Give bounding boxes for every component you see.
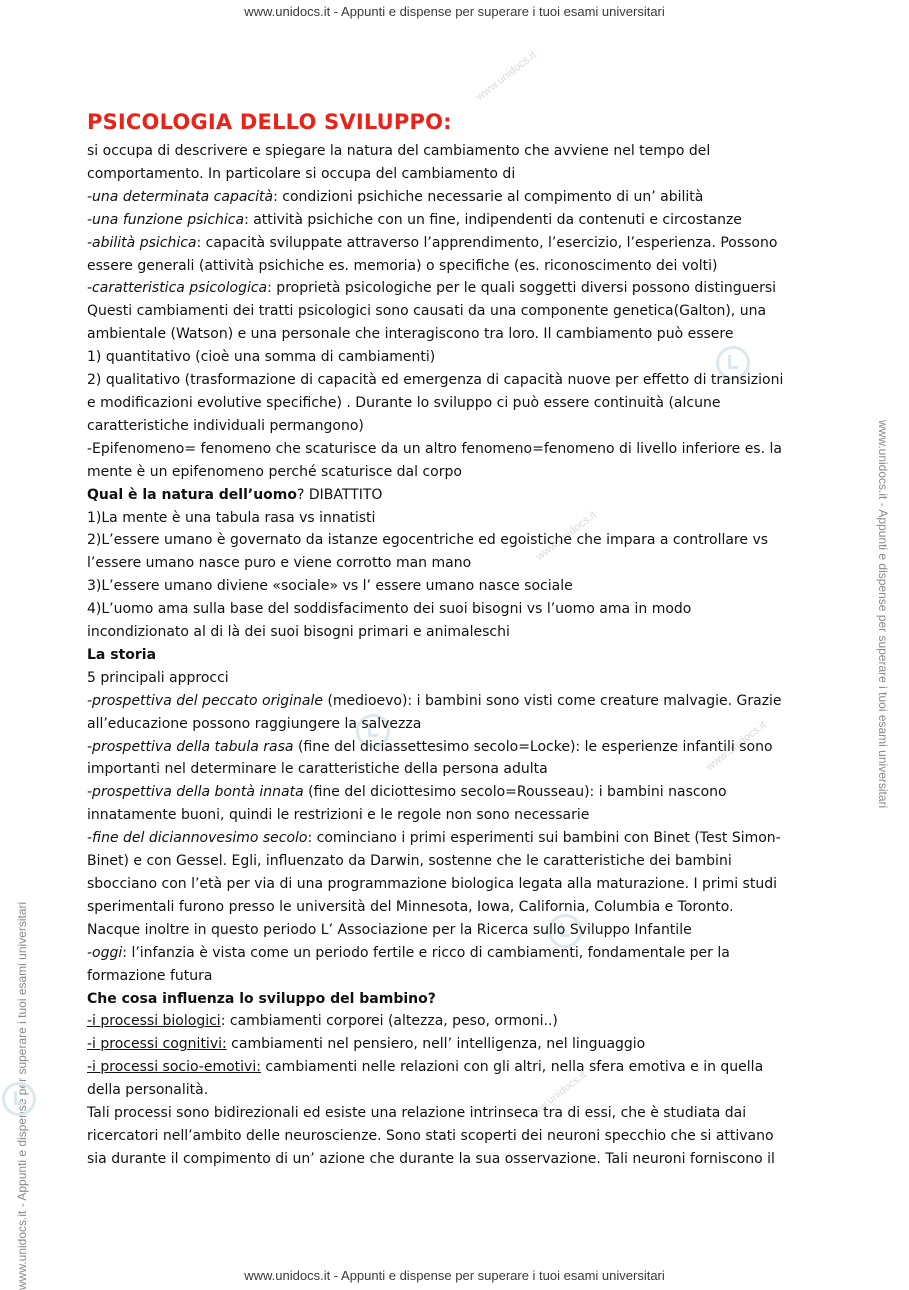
text-span: 4)L’uomo ama sulla base del soddisfacimento dei suoi bisogni vs l’uomo ama in modo bbox=[87, 601, 692, 618]
text-span: formazione futura bbox=[87, 967, 213, 984]
page-title: PSICOLOGIA DELLO SVILUPPO: bbox=[87, 110, 452, 134]
text-span: Binet) e con Gessel. Egli, influenzato da Darwin, sostenne che le caratteristiche dei bambini bbox=[87, 853, 732, 870]
text-span: (fine del diciottesimo secolo=Rousseau): i bambini nascono bbox=[303, 784, 727, 801]
text-span: : capacità sviluppate attraverso l’apprendimento, l’esercizio, l’esperienza. Possono bbox=[196, 234, 778, 251]
text-span: Nacque inoltre in questo periodo L’ Associazione per la Ricerca sullo Sviluppo Infantile bbox=[87, 921, 692, 938]
text-line bbox=[87, 484, 822, 507]
italic-term: -oggi bbox=[87, 944, 123, 961]
italic-term: -una funzione psichica bbox=[87, 211, 245, 228]
italic-term: -abilità psichica bbox=[87, 234, 197, 251]
faint-watermark: www.unidocs.it bbox=[704, 718, 769, 774]
text-span: mente è un epifenomeno perché scaturisce dal corpo bbox=[87, 463, 462, 480]
text-span: sia durante il compimento di un’ azione che durante la sua osservazione. Tali neuroni forniscono il bbox=[87, 1150, 775, 1167]
text-line bbox=[87, 988, 822, 1011]
text-span: ricercatori nell’ambito delle neuroscienze. Sono stati scoperti dei neuroni specchio che si attivano bbox=[87, 1127, 774, 1144]
text-span: cambiamenti nel pensiero, nell’ intelligenza, nel linguaggio bbox=[226, 1036, 646, 1053]
text-line bbox=[87, 850, 822, 873]
text-span: 3)L’essere umano diviene «sociale» vs l’ essere umano nasce sociale bbox=[87, 578, 573, 595]
text-line bbox=[87, 209, 822, 232]
document-body bbox=[87, 108, 822, 1171]
text-line bbox=[87, 598, 822, 621]
text-line bbox=[87, 369, 822, 392]
italic-term: -una determinata capacità bbox=[87, 188, 274, 205]
unidocs-logo-icon bbox=[2, 1082, 36, 1116]
faint-watermark: www.unidocs.it bbox=[524, 1068, 589, 1124]
text-span: (fine del diciassettesimo secolo=Locke): le esperienze infantili sono bbox=[293, 738, 773, 755]
text-span: Tali processi sono bidirezionali ed esiste una relazione intrinseca tra di essi, che è studiata dai bbox=[87, 1105, 747, 1122]
text-line bbox=[87, 507, 822, 530]
text-span: si occupa di descrivere e spiegare la natura del cambiamento che avviene nel tempo del bbox=[87, 143, 711, 159]
text-span: Questi cambiamenti dei tratti psicologici sono causati da una componente genetica(Galton), una bbox=[87, 303, 767, 320]
text-span: 2) qualitativo (trasformazione di capacità ed emergenza di capacità nuove per effetto di transizioni bbox=[87, 372, 784, 389]
text-line bbox=[87, 873, 822, 896]
italic-term: -prospettiva della bontà innata bbox=[87, 784, 304, 801]
document-text bbox=[87, 140, 822, 1171]
text-line bbox=[87, 1033, 822, 1056]
text-span: comportamento. In particolare si occupa del cambiamento di bbox=[87, 165, 516, 182]
bold-text: Qual è la natura dell’uomo bbox=[87, 486, 297, 503]
text-span: e modificazioni evolutive specifiche) . Durante lo sviluppo ci può essere continuità (alcune bbox=[87, 394, 721, 411]
text-line bbox=[87, 1148, 822, 1171]
text-line bbox=[87, 804, 822, 827]
text-line bbox=[87, 392, 822, 415]
underlined-term: -i processi biologici bbox=[87, 1013, 221, 1030]
text-line bbox=[87, 438, 822, 461]
text-span: l’essere umano nasce puro e viene corrotto man mano bbox=[87, 555, 472, 572]
italic-term: -prospettiva della tabula rasa bbox=[87, 738, 294, 755]
text-span: della personalità. bbox=[87, 1082, 209, 1099]
faint-watermark: www.unidocs.it bbox=[534, 508, 599, 564]
text-line bbox=[87, 942, 822, 965]
text-span: sperimentali furono presso le università del Minnesota, Iowa, California, Columbia e Toronto. bbox=[87, 898, 734, 915]
watermark-right: www.unidocs.it - Appunti e dispense per superare i tuoi esami universitari bbox=[876, 420, 890, 809]
text-span: : condizioni psichiche necessarie al compimento di un’ abilità bbox=[273, 188, 704, 205]
text-span: incondizionato al di là dei suoi bisogni primari e animaleschi bbox=[87, 624, 510, 641]
text-span: : cominciano i primi esperimenti sui bambini con Binet (Test Simon- bbox=[307, 830, 781, 847]
text-line bbox=[87, 232, 822, 255]
text-span: innatamente buoni, quindi le restrizioni e le regole non sono necessarie bbox=[87, 807, 590, 824]
text-line bbox=[87, 140, 822, 163]
text-line bbox=[87, 667, 822, 690]
text-span: essere generali (attività psichiche es. memoria) o specifiche (es. riconoscimento dei volti) bbox=[87, 257, 718, 274]
text-span: 5 principali approcci bbox=[87, 669, 229, 686]
underlined-term: -i processi socio-emotivi: bbox=[87, 1059, 261, 1076]
text-line bbox=[87, 461, 822, 484]
text-line bbox=[87, 529, 822, 552]
text-line bbox=[87, 415, 822, 438]
text-span: 1)La mente è una tabula rasa vs innatisti bbox=[87, 509, 376, 526]
text-line bbox=[87, 300, 822, 323]
text-line bbox=[87, 323, 822, 346]
text-line bbox=[87, 1102, 822, 1125]
text-span: 1) quantitativo (cioè una somma di cambiamenti) bbox=[87, 349, 436, 366]
text-span: ambientale (Watson) e una personale che interagiscono tra loro. Il cambiamento può essere bbox=[87, 326, 734, 343]
text-line bbox=[87, 827, 822, 850]
text-line bbox=[87, 896, 822, 919]
bold-text: La storia bbox=[87, 646, 157, 663]
text-span: all’educazione possono raggiungere la salvezza bbox=[87, 715, 422, 732]
text-line bbox=[87, 346, 822, 369]
italic-term: -prospettiva del peccato originale bbox=[87, 692, 323, 709]
text-line bbox=[87, 919, 822, 942]
bold-text: Che cosa influenza lo sviluppo del bambino? bbox=[87, 990, 436, 1007]
text-span: -Epifenomeno= fenomeno che scaturisce da un altro fenomeno=fenomeno di livello inferiore es. la bbox=[87, 440, 782, 457]
watermark-bottom: www.unidocs.it - Appunti e dispense per superare i tuoi esami universitari bbox=[244, 1268, 665, 1283]
text-line bbox=[87, 690, 822, 713]
text-line bbox=[87, 255, 822, 278]
text-span: : proprietà psicologiche per le quali soggetti diversi possono distinguersi bbox=[267, 280, 777, 297]
text-span: 2)L’essere umano è governato da istanze egocentriche ed egoistiche che impara a controllare vs bbox=[87, 532, 769, 549]
italic-term: -fine del diciannovesimo secolo bbox=[87, 830, 308, 847]
text-line bbox=[87, 644, 822, 667]
watermark-top: www.unidocs.it - Appunti e dispense per superare i tuoi esami universitari bbox=[244, 4, 665, 19]
text-line bbox=[87, 758, 822, 781]
text-line bbox=[87, 186, 822, 209]
text-line bbox=[87, 1125, 822, 1148]
text-line bbox=[87, 621, 822, 644]
text-line bbox=[87, 1079, 822, 1102]
text-span: (medioevo): i bambini sono visti come creature malvagie. Grazie bbox=[323, 692, 782, 709]
text-line bbox=[87, 965, 822, 988]
text-line bbox=[87, 163, 822, 186]
text-span: caratteristiche individuali permangono) bbox=[87, 417, 364, 434]
text-span: cambiamenti nelle relazioni con gli altri, nella sfera emotiva e in quella bbox=[260, 1059, 764, 1076]
text-span: : attività psichiche con un fine, indipendenti da contenuti e circostanze bbox=[244, 211, 742, 228]
italic-term: -caratteristica psicologica bbox=[87, 280, 268, 297]
text-line bbox=[87, 781, 822, 804]
text-line bbox=[87, 1056, 822, 1079]
text-line bbox=[87, 277, 822, 300]
underlined-term: -i processi cognitivi: bbox=[87, 1036, 227, 1053]
text-span: sbocciano con l’età per via di una programmazione biologica legata alla maturazione. I primi studi bbox=[87, 876, 777, 892]
text-line bbox=[87, 1010, 822, 1033]
watermark-left: www.unidocs.it - Appunti e dispense per superare i tuoi esami universitari bbox=[15, 901, 29, 1290]
faint-watermark: www.unidocs.it bbox=[474, 48, 539, 104]
text-span: ? DIBATTITO bbox=[297, 486, 383, 503]
text-span: : cambiamenti corporei (altezza, peso, ormoni..) bbox=[220, 1013, 558, 1030]
text-line bbox=[87, 575, 822, 598]
text-span: importanti nel determinare le caratteristiche della persona adulta bbox=[87, 761, 548, 778]
text-span: : l’infanzia è vista come un periodo fertile e ricco di cambiamenti, fondamentale per la bbox=[122, 944, 730, 961]
text-line bbox=[87, 552, 822, 575]
text-line bbox=[87, 713, 822, 736]
text-line bbox=[87, 736, 822, 759]
